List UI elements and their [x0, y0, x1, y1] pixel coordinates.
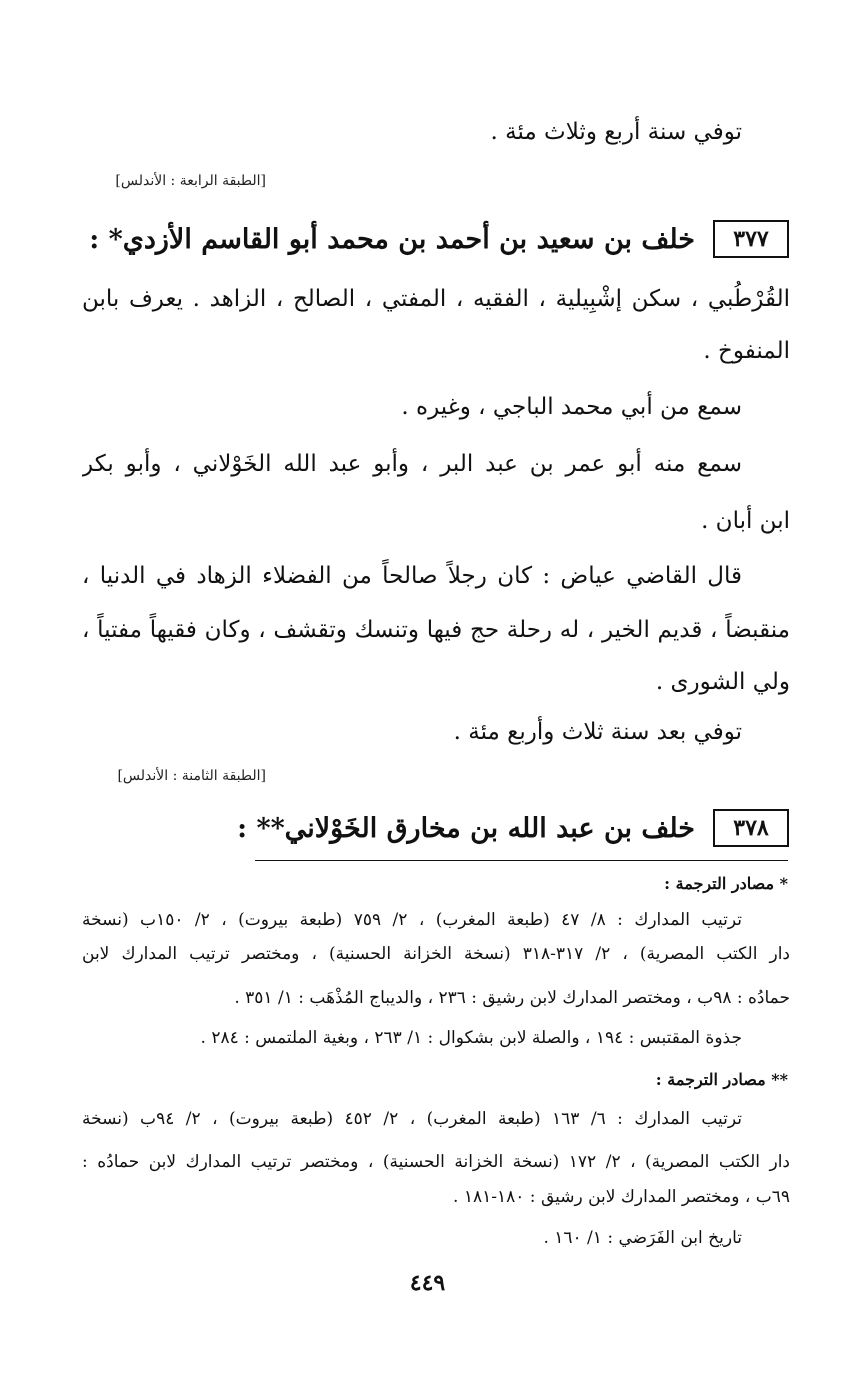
footnote-heading-1: * مصادر الترجمة : [664, 874, 788, 893]
footnote-1-line-3: حمادُه : ٩٨ب ، ومختصر المدارك لابن رشيق : ٢٣٦ ، والديباج المُذْهَب : ١/ ٣٥١ . [234, 988, 790, 1008]
footnote-1-line-1: ترتيب المدارك : ٨/ ٤٧ (طبعة المغرب) ، ٢/ ٧٥٩ (طبعة بيروت) ، ٢/ ١٥٠ب (نسخة [82, 910, 742, 930]
bio-line-4: سمع منه أبو عمر بن عبد البر ، وأبو عبد الله الخَوْلاني ، وأبو بكر [82, 451, 742, 477]
entry-number-377: ٣٧٧ [713, 220, 789, 258]
bio-line-8: ولي الشورى . [655, 669, 790, 695]
bio-line-3: سمع من أبي محمد الباجي ، وغيره . [401, 394, 742, 420]
bio-line-7: منقبضاً ، قديم الخير ، له رحلة حج فيها وتنسك وتقشف ، وكان فقيهاً مفتياً ، [82, 617, 790, 643]
footnote-2-line-4: تاريخ ابن الفَرَضي : ١/ ١٦٠ . [543, 1228, 742, 1248]
entry-header-378 [89, 803, 789, 853]
bio-line-6: قال القاضي عياض : كان رجلاً صالحاً من الفضلاء الزهاد في الدنيا ، [82, 563, 742, 589]
bio-line-9: توفي بعد سنة ثلاث وأربع مئة . [453, 719, 742, 745]
footnote-heading-2: ** مصادر الترجمة : [655, 1070, 788, 1089]
tabaqa-label-378: [الطبقة الثامنة : الأندلس] [117, 768, 266, 784]
entry-number-378: ٣٧٨ [713, 809, 789, 847]
footnote-2-line-2: دار الكتب المصرية) ، ٢/ ١٧٢ (نسخة الخزانة الحسنية) ، ومختصر ترتيب المدارك لابن حمادُه : [82, 1152, 790, 1172]
footnote-2-line-3: ٦٩ب ، ومختصر المدارك لابن رشيق : ١٨٠-١٨١ . [453, 1187, 790, 1207]
footnote-2-line-1: ترتيب المدارك : ٦/ ١٦٣ (طبعة المغرب) ، ٢/ ٤٥٢ (طبعة بيروت) ، ٢/ ٩٤ب (نسخة [82, 1109, 742, 1129]
bio-line-1: القُرْطُبي ، سكن إشْبِيلية ، الفقيه ، المفتي ، الصالح ، الزاهد . يعرف بابن [82, 286, 790, 312]
footnote-separator [255, 860, 788, 861]
entry-header-377 [89, 214, 789, 264]
bio-line-2: المنفوخ . [703, 338, 790, 364]
footnote-1-line-2: دار الكتب المصرية) ، ٢/ ٣١٧-٣١٨ (نسخة الخزانة الحسنية) ، ومختصر ترتيب المدارك لابن [82, 944, 790, 964]
bio-line-5: ابن أبان . [701, 508, 790, 534]
entry-title-377: خلف بن سعيد بن أحمد بن محمد أبو القاسم الأزدي* : [89, 223, 695, 255]
footnote-1-line-4: جذوة المقتبس : ١٩٤ ، والصلة لابن بشكوال : ١/ ٢٦٣ ، وبغية الملتمس : ٢٨٤ . [200, 1028, 742, 1048]
tabaqa-label-377: [الطبقة الرابعة : الأندلس] [115, 173, 266, 189]
death-year-line: توفي سنة أربع وثلاث مئة . [490, 119, 742, 145]
entry-title-378: خلف بن عبد الله بن مخارق الخَوْلاني** : [237, 812, 695, 844]
page-number: ٤٤٩ [409, 1270, 446, 1296]
